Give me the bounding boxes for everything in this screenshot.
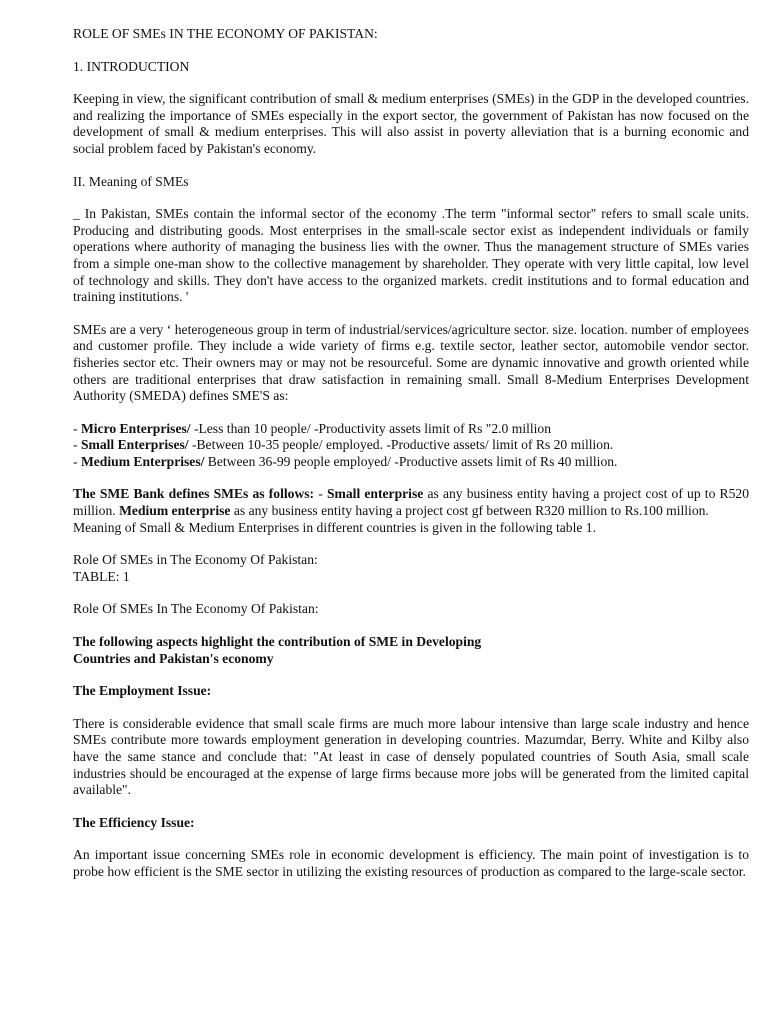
bullet-text: -Between 10-35 people/ employed. -Productive assets/ limit of Rs 20 million. bbox=[188, 437, 614, 453]
sme-bank-text: as any business entity having a project cost of up to R520 million. bbox=[73, 486, 750, 519]
bullet-text: -Less than 10 people/ -Productivity assets limit of Rs "2.0 million bbox=[190, 420, 552, 436]
table-caption-label: TABLE: 1 bbox=[73, 568, 130, 584]
table-reference-paragraph: Meaning of Small & Medium Enterprises in different countries is given in the following table 1. bbox=[73, 519, 597, 535]
enterprise-definitions-list bbox=[73, 421, 749, 471]
small-enterprise-term: Small enterprise bbox=[326, 486, 424, 502]
introduction-heading: 1. INTRODUCTION bbox=[73, 58, 190, 74]
efficiency-heading-text: The Efficiency Issue: bbox=[73, 814, 195, 830]
employment-heading-text: The Employment Issue: bbox=[73, 683, 212, 699]
employment-paragraph: There is considerable evidence that small scale firms are much more labour intensive than large scale industry and hence SMEs contribute more towards employment generation in developing countries. Mazumdar, Berry. White and Kilby also have the same stance and conclude that: "At least in case of densely populated countries of South Asia, small scale industries should be encouraged at the expense of large firms because more jobs will be generated from the limited capital available". bbox=[73, 715, 749, 798]
aspects-heading bbox=[73, 634, 749, 667]
efficiency-heading bbox=[73, 815, 749, 832]
sme-bank-text: - bbox=[314, 486, 327, 502]
bullet-term: Medium Enterprises/ bbox=[80, 453, 205, 469]
bullet-term: Small Enterprises/ bbox=[80, 437, 189, 453]
table-caption bbox=[73, 552, 749, 585]
efficiency-paragraph: An important issue concerning SMEs role in economic development is efficiency. The main point of investigation is to probe how efficient is the SME sector in utilizing the existing resources of production as compared to the large-scale sector. bbox=[73, 847, 749, 879]
meaning-heading: II. Meaning of SMEs bbox=[73, 173, 189, 189]
employment-heading bbox=[73, 683, 749, 700]
meaning-paragraph-2: SMEs are a very ‘ heterogeneous group in term of industrial/services/agriculture sector. size. location. number of employees and customer profile. They include a wide variety of firms e.g. textile sector, leather sector, automobile vendor sector. fisheries sector etc. Their owners may or may not be resourceful. Some are dynamic innovative and growth oriented while others are traditional enterprises that draw satisfaction in remaining small. Small 8-Medium Enterprises Development Authority (SMEDA) defines SME'S as: bbox=[73, 321, 749, 404]
bullet-text: Between 36-99 people employed/ -Productive assets limit of Rs 40 million. bbox=[204, 453, 618, 469]
introduction-paragraph: Keeping in view, the significant contribution of small & medium enterprises (SMEs) in the GDP in the developed countries. and realizing the importance of SMEs especially in the export sector, the government of Pakistan has now focused on the development of small & medium enterprises. This will also assist in poverty alleviation that is a burning economic and social problem faced by Pakistan's economy. bbox=[73, 91, 749, 156]
bullet-prefix: - bbox=[73, 437, 81, 453]
document-page bbox=[73, 26, 749, 897]
sme-bank-lead: The SME Bank defines SMEs as follows: bbox=[73, 486, 315, 502]
sme-bank-paragraph bbox=[73, 486, 749, 519]
list-item-micro bbox=[73, 421, 749, 438]
bullet-term: Micro Enterprises/ bbox=[80, 420, 191, 436]
list-item-medium bbox=[73, 454, 749, 471]
aspects-heading-line-2: Countries and Pakistan's economy bbox=[73, 650, 274, 666]
table-caption-title: Role Of SMEs in The Economy Of Pakistan: bbox=[73, 552, 318, 568]
medium-enterprise-term: Medium enterprise bbox=[119, 503, 231, 519]
role-heading: Role Of SMEs In The Economy Of Pakistan: bbox=[73, 601, 319, 617]
bullet-prefix: - bbox=[73, 453, 81, 469]
meaning-paragraph-1: _ In Pakistan, SMEs contain the informal sector of the economy .The term "informal sector" refers to small scale units. Producing and distributing goods. Most enterprises in the small-scale sector exist as independent individuals or family operations where authority of managing the business lies with the owner. Thus the management structure of SMEs varies from a simple one-man show to the collective management by shareholder. They operate with very little capital, low level of technology and skills. They don't have access to the organized markets. credit institutions and to formal education and training institutions. ' bbox=[73, 206, 749, 305]
aspects-heading-line-1: The following aspects highlight the contribution of SME in Developing bbox=[73, 634, 482, 650]
list-item-small bbox=[73, 437, 749, 454]
bullet-prefix: - bbox=[73, 420, 81, 436]
sme-bank-text: as any business entity having a project cost gf between R320 million to Rs.100 million. bbox=[230, 503, 709, 519]
document-title: ROLE OF SMEs IN THE ECONOMY OF PAKISTAN: bbox=[73, 26, 378, 41]
